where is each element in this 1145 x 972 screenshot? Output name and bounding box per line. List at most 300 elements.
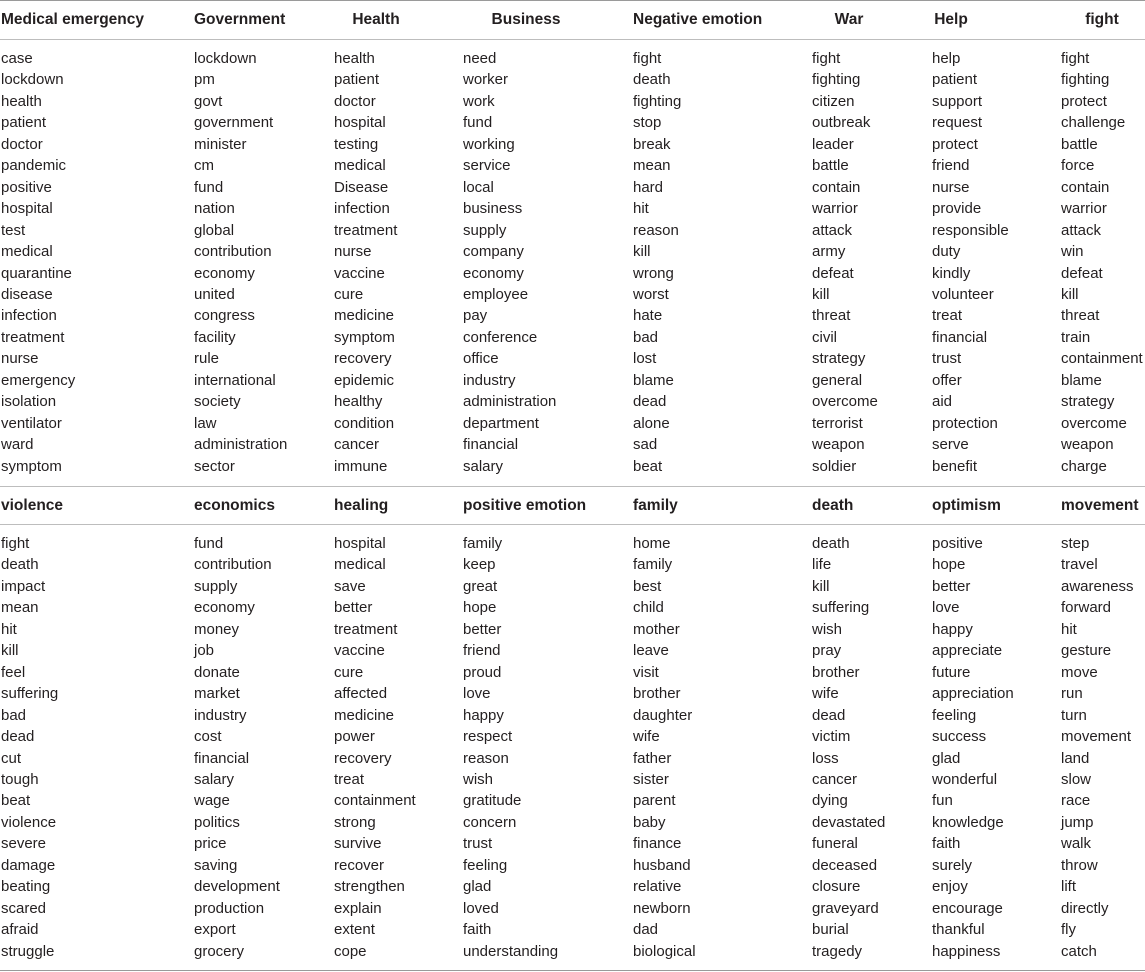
table-cell: finance [633,835,682,853]
table-cell: cost [194,728,222,746]
table-cell: epidemic [334,371,395,389]
table-cell: treatment [334,620,398,638]
table-cell: infection [1,307,57,325]
table-cell: hope [932,556,966,574]
table-cell: hit [633,200,649,218]
table-cell: violence [1,813,57,831]
table-cell: work [463,92,495,110]
table-cell: emergency [1,371,76,389]
table-cell: appreciate [932,642,1003,660]
table-cell: break [633,135,671,153]
table-cell: cure [334,285,364,303]
table-cell: dead [812,706,846,724]
table-cell: terrorist [812,414,863,432]
table-cell: loss [812,749,839,767]
table-cell: contain [1061,178,1110,196]
table-cell: challenge [1061,114,1126,132]
table-cell: ventilator [1,414,62,432]
table-cell: recovery [334,749,392,767]
table-cell: grocery [194,942,245,960]
table-cell: keep [463,556,496,574]
table-cell: suffering [812,599,870,617]
table-cell: faith [463,921,492,939]
table-cell: health [1,92,42,110]
table-cell: production [194,899,265,917]
table-cell: protection [932,414,998,432]
table-cell: love [932,599,960,617]
table-cell: congress [194,307,255,325]
column-header: Help [934,11,968,28]
table-cell: dad [633,921,659,939]
column-header: violence [1,497,64,514]
table-cell: contain [812,178,861,196]
table-cell: scared [1,899,47,917]
table-cell: brother [633,685,681,703]
table-cell: devastated [812,813,886,831]
table-cell: struggle [1,942,55,960]
table-cell: wife [633,728,660,746]
table-cell: pandemic [1,157,67,175]
table-cell: soldier [812,457,857,475]
table-cell: nation [194,200,235,218]
table-cell: medical [334,556,386,574]
table-cell: gratitude [463,792,522,810]
table-cell: severe [1,835,47,853]
table-cell: symptom [334,328,395,346]
table-row [0,705,1145,726]
table-cell: leave [633,642,669,660]
table-cell: medicine [334,307,395,325]
table-cell: supply [463,221,507,239]
table-cell: containment [334,792,416,810]
table-cell: health [334,50,375,67]
table-cell: jump [1061,813,1094,831]
table-cell: relative [633,878,682,896]
column-header: death [812,497,854,514]
table-row [0,597,1145,618]
table-cell: afraid [1,921,39,939]
table-row [0,348,1145,369]
table-cell: duty [932,243,961,261]
table-cell: immune [334,457,388,475]
table-cell: better [334,599,373,617]
table-cell: fund [194,535,224,552]
table-cell: treat [334,770,365,788]
table-row [0,284,1145,305]
table-cell: threat [812,307,851,325]
table-row [0,48,1145,69]
table-cell: nurse [334,243,372,261]
table-cell: glad [463,878,492,896]
table-cell: general [812,371,863,389]
table-cell: encourage [932,899,1003,917]
table-row [0,370,1145,391]
table-cell: affected [334,685,388,703]
table-cell: benefit [932,457,978,475]
column-header: family [633,497,678,514]
table-cell: money [194,620,240,638]
table-row [0,769,1145,790]
column-header: fight [1085,11,1119,28]
table-cell: industry [194,706,247,724]
column-header: War [834,11,864,28]
table-cell: weapon [1061,436,1114,454]
table-cell: kill [812,577,830,595]
table-row [0,198,1145,219]
table-cell: knowledge [932,813,1004,831]
table-cell: extent [334,921,375,939]
table-cell: aid [932,393,953,411]
table-row [0,812,1145,833]
table-cell: contribution [194,556,272,574]
table-cell: responsible [932,221,1009,239]
table-cell: alone [633,414,670,432]
block2-header-rule [0,524,1145,525]
table-cell: mean [633,157,671,175]
table-cell: united [194,285,235,303]
table-cell: wish [812,620,843,638]
table-cell: supply [194,577,238,595]
table-cell: pray [812,642,842,660]
table-cell: cut [1,749,22,767]
table-cell: fight [1061,50,1090,67]
table-row [0,919,1145,940]
table-cell: power [334,728,375,746]
block1-header-row [0,1,1145,39]
column-header: optimism [932,497,1001,514]
table-cell: leader [812,135,854,153]
table-cell: travel [1061,556,1098,574]
table-cell: lockdown [1,71,64,89]
table-cell: movement [1061,728,1132,746]
table-cell: trust [932,350,962,368]
table-cell: need [463,50,497,67]
table-cell: medicine [334,706,395,724]
table-cell: proud [463,663,502,681]
table-cell: cancer [812,770,858,788]
table-row [0,69,1145,90]
table-cell: tough [1,770,39,788]
table-row [0,413,1145,434]
table-cell: husband [633,856,691,874]
table-cell: law [194,414,217,432]
column-header: Business [491,11,561,28]
table-cell: patient [334,71,380,89]
table-row [0,640,1145,661]
table-cell: battle [1061,135,1098,153]
table-cell: baby [633,813,666,831]
table-cell: job [194,642,215,660]
table-cell: child [633,599,664,617]
table-cell: surely [932,856,973,874]
table-cell: request [932,114,983,132]
table-cell: charge [1061,457,1107,475]
column-header: Medical emergency [1,11,145,28]
table-cell: deceased [812,856,878,874]
table-cell: development [194,878,280,896]
table-cell: working [463,135,515,153]
table-row [0,155,1145,176]
table-cell: company [463,243,524,261]
table-cell: land [1061,749,1090,767]
table-cell: saving [194,856,238,874]
table-cell: graveyard [812,899,879,917]
table-cell: hospital [334,535,386,552]
table-cell: help [932,50,961,67]
table-cell: family [463,535,503,552]
table-cell: nurse [932,178,970,196]
table-cell: politics [194,813,240,831]
table-cell: treatment [1,328,65,346]
table-cell: home [633,535,671,552]
table-cell: facility [194,328,236,346]
table-cell: trust [463,835,493,853]
table-cell: protect [1061,92,1107,110]
table-cell: blame [1061,371,1102,389]
table-cell: kill [633,243,651,261]
table-cell: Disease [334,178,389,196]
table-cell: overcome [812,393,878,411]
table-row [0,112,1145,133]
table-bottom-rule [0,970,1145,971]
table-cell: gesture [1061,642,1112,660]
table-cell: government [194,114,274,132]
table-cell: happy [463,706,504,724]
column-header: economics [194,497,275,514]
table-cell: family [633,556,673,574]
table-cell: patient [1,114,47,132]
table-row [0,941,1145,962]
table-cell: price [194,835,227,853]
table-cell: healthy [334,393,383,411]
table-cell: isolation [1,393,57,411]
table-cell: explain [334,899,382,917]
table-cell: train [1061,328,1091,346]
table-cell: international [194,371,276,389]
table-cell: symptom [1,457,62,475]
table-cell: economy [194,264,255,282]
table-cell: future [932,663,971,681]
column-header: Health [352,11,400,28]
table-cell: loved [463,899,499,917]
table-row [0,748,1145,769]
table-cell: mean [1,599,39,617]
table-cell: survive [334,835,382,853]
table-row [0,327,1145,348]
table-row [0,134,1145,155]
table-cell: offer [932,371,962,389]
table-cell: contribution [194,243,272,261]
table-cell: walk [1061,835,1092,853]
table-cell: damage [1,856,56,874]
table-cell: step [1061,535,1090,552]
table-cell: financial [463,436,519,454]
table-cell: kill [812,285,830,303]
table-cell: stop [633,114,662,132]
table-cell: outbreak [812,114,871,132]
table-cell: civil [812,328,837,346]
table-row [0,533,1145,554]
table-cell: service [463,157,511,175]
table-cell: financial [194,749,250,767]
table-cell: treat [932,307,963,325]
table-cell: happiness [932,942,1001,960]
table-cell: hard [633,178,664,196]
table-cell: patient [932,71,978,89]
table-cell: battle [812,157,849,175]
table-cell: quarantine [1,264,72,282]
table-cell: warrior [1061,200,1107,218]
table-cell: lift [1061,878,1076,896]
table-cell: attack [1061,221,1102,239]
table-cell: serve [932,436,969,454]
table-cell: blame [633,371,674,389]
table-cell: bad [1,706,27,724]
table-cell: wrong [633,264,674,282]
table-cell: great [463,577,498,595]
table-cell: financial [932,328,988,346]
table-cell: directly [1061,899,1109,917]
column-header: positive emotion [463,497,587,514]
table-row [0,263,1145,284]
table-cell: strengthen [334,878,405,896]
table-cell: slow [1061,770,1092,788]
table-cell: nurse [1,350,39,368]
table-cell: market [194,685,240,703]
table-cell: fighting [812,71,861,89]
table-cell: father [633,749,672,767]
table-cell: army [812,243,846,261]
table-cell: office [463,350,499,368]
table-cell: worker [463,71,509,89]
table-cell: strategy [1061,393,1115,411]
table-cell: kill [1,642,19,660]
table-cell: reason [633,221,679,239]
table-cell: provide [932,200,982,218]
table-cell: case [1,50,33,67]
table-cell: respect [463,728,513,746]
table-cell: defeat [1061,264,1103,282]
table-cell: save [334,577,366,595]
table-cell: recover [334,856,385,874]
table-row [0,391,1145,412]
table-cell: dead [1,728,35,746]
table-cell: concern [463,813,517,831]
table-cell: life [812,556,832,574]
table-cell: rule [194,350,220,368]
table-cell: wish [463,770,494,788]
table-cell: brother [812,663,860,681]
table-cell: business [463,200,523,218]
table-cell: run [1061,685,1083,703]
table-cell: recovery [334,350,392,368]
table-cell: love [463,685,491,703]
table-cell: treatment [334,221,398,239]
table-cell: friend [932,157,970,175]
table-cell: salary [463,457,504,475]
table-cell: vaccine [334,264,385,282]
table-cell: local [463,178,494,196]
table-cell: test [1,221,26,239]
table-cell: administration [194,436,288,454]
table-cell: overcome [1061,414,1127,432]
table-cell: export [194,921,236,939]
table-cell: death [1,556,39,574]
table-cell: society [194,393,241,411]
table-cell: kindly [932,264,971,282]
table-cell: fly [1061,921,1076,939]
table-cell: industry [463,371,516,389]
table-cell: lockdown [194,50,257,67]
table-cell: medical [1,243,53,261]
table-row [0,220,1145,241]
table-cell: catch [1061,942,1097,960]
table-cell: minister [194,135,247,153]
table-cell: economy [194,599,255,617]
table-cell: success [932,728,987,746]
table-cell: doctor [334,92,376,110]
block2-header-row [0,487,1145,525]
table-row [0,833,1145,854]
table-cell: daughter [633,706,693,724]
table-cell: dying [812,792,848,810]
table-cell: weapon [812,436,865,454]
table-cell: happy [932,620,973,638]
table-cell: death [812,535,850,552]
table-cell: friend [463,642,501,660]
table-row [0,619,1145,640]
table-cell: impact [1,577,46,595]
table-cell: conference [463,328,538,346]
block1-header-rule [0,39,1145,40]
table-cell: turn [1061,706,1087,724]
table-cell: hit [1061,620,1077,638]
table-cell: pay [463,307,488,325]
table-cell: fight [1,535,30,552]
table-row [0,855,1145,876]
table-row [0,898,1145,919]
table-cell: wonderful [932,770,998,788]
table-cell: volunteer [932,285,994,303]
column-header: Government [194,11,286,28]
table-cell: burial [812,921,849,939]
column-header: movement [1061,497,1139,514]
table-cell: govt [194,92,223,110]
table-cell: best [633,577,662,595]
table-cell: fund [463,114,493,132]
table-row [0,790,1145,811]
table-cell: fight [812,50,841,67]
table-cell: fighting [1061,71,1110,89]
table-cell: administration [463,393,557,411]
table-cell: fight [633,50,662,67]
table-cell: better [463,620,502,638]
table-cell: lost [633,350,657,368]
table-row [0,726,1145,747]
table-cell: sad [633,436,658,454]
table-cell: containment [1061,350,1143,368]
table-cell: pm [194,71,215,89]
table-cell: protect [932,135,978,153]
table-cell: suffering [1,685,59,703]
table-cell: strong [334,813,376,831]
table-cell: doctor [1,135,43,153]
table-cell: forward [1061,599,1112,617]
table-cell: donate [194,663,240,681]
table-cell: economy [463,264,524,282]
table-cell: death [633,71,671,89]
table-cell: win [1061,243,1084,261]
